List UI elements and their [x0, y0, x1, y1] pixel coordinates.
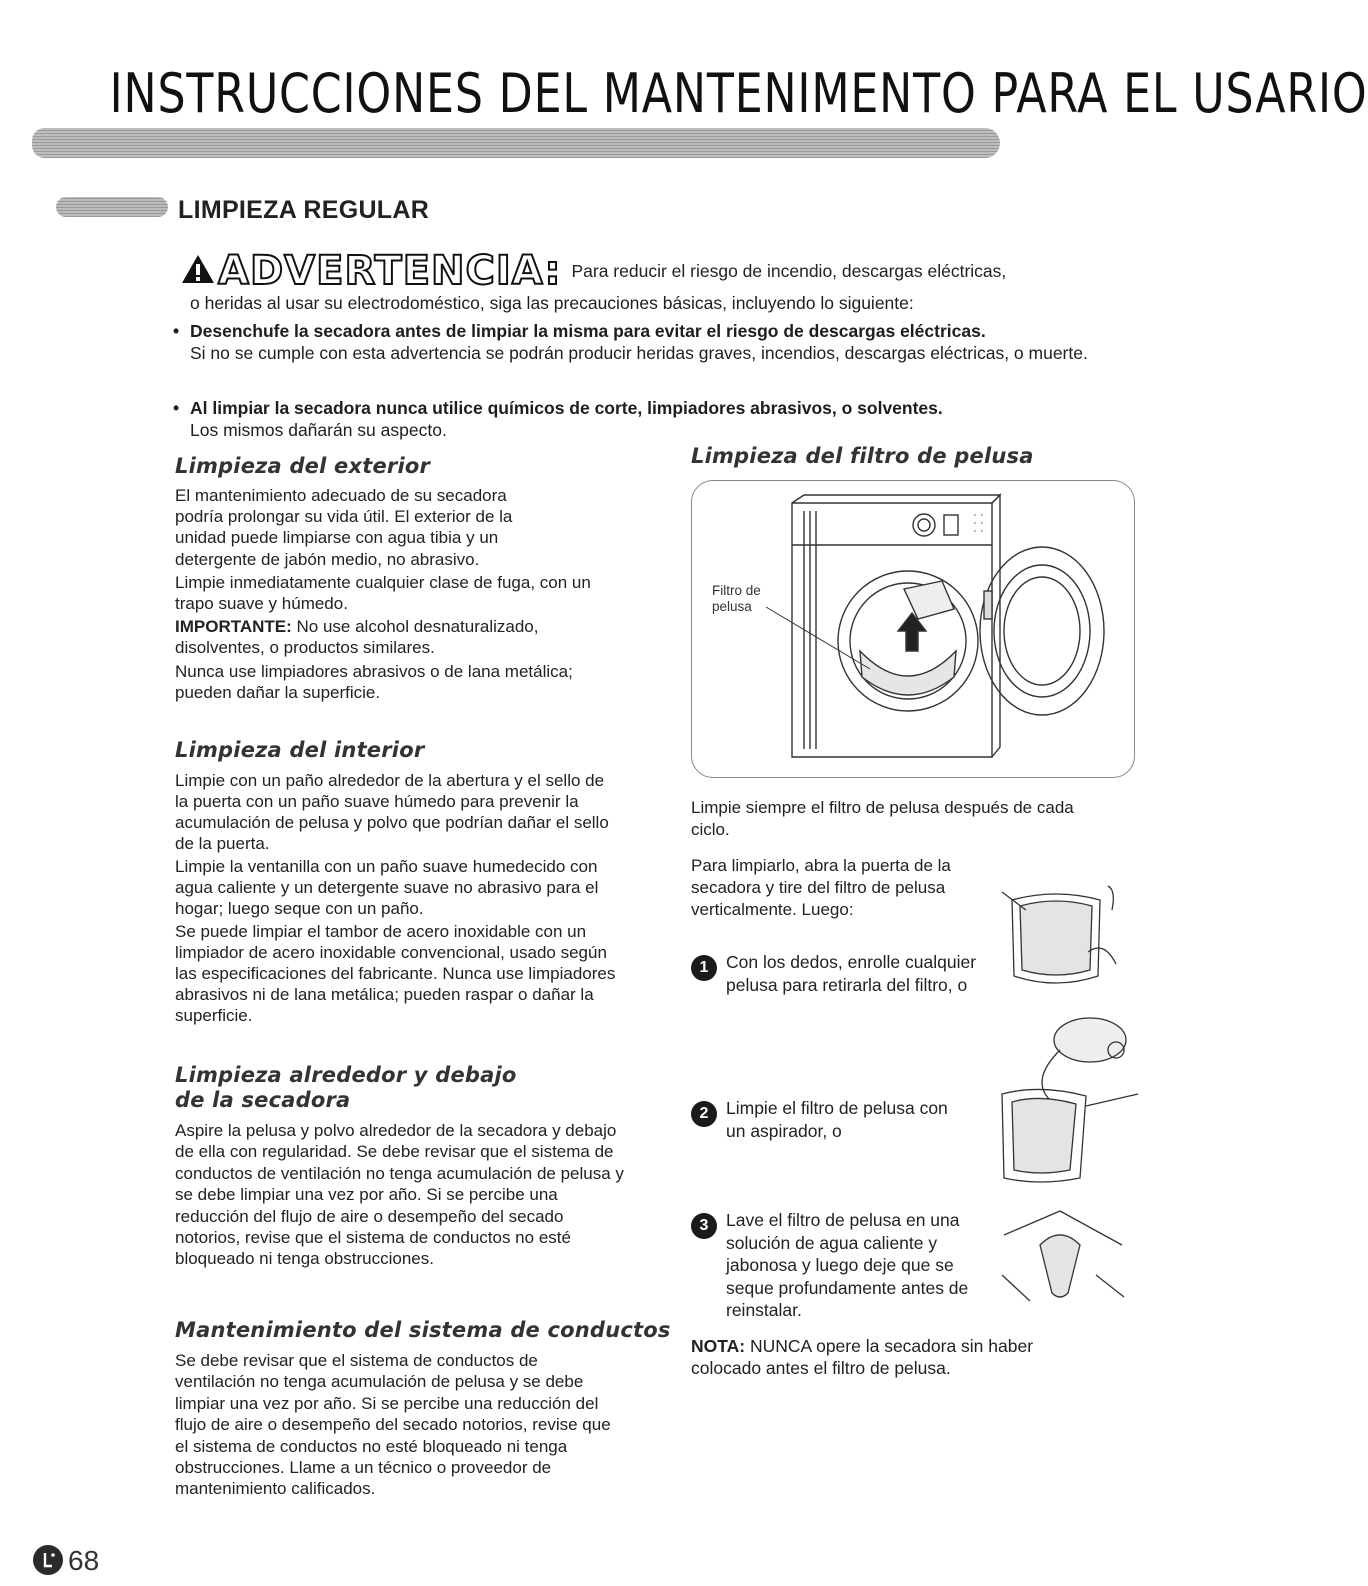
- warning-bullet-2-bold: Al limpiar la secadora nunca utilice químicos de corte, limpiadores abrasivos, o solventes.: [190, 398, 943, 418]
- exterior-p1: El mantenimiento adecuado de su secadora podría prolongar su vida útil. El exterior de la unidad puede limpiarse con agua tibia y un detergente de jabón medio, no abrasivo.: [175, 486, 513, 569]
- warning-header: [180, 248, 1006, 294]
- figure-label-line-2: pelusa: [712, 599, 752, 614]
- section-pill-decoration: [56, 197, 168, 217]
- around-p1: Aspire la pelusa y polvo alrededor de la secadora y debajo de ella con regularidad. Se debe revisar que el sistema de conductos de ventilación no tenga acumulación de pelusa y se debe limpiar una vez por año. Si se percibe una reducción del flujo de aire o desempeño del secado notorios, revise que el sistema de conductos no esté bloqueado ni tenga obstrucciones.: [175, 1121, 624, 1269]
- title-decoration-bar: [32, 128, 1000, 158]
- heading-ducts: Mantenimiento del sistema de conductos: [175, 1318, 671, 1342]
- step-2-text: Limpie el filtro de pelusa con un aspirador, o: [726, 1098, 948, 1141]
- warning-triangle-icon: [180, 253, 216, 290]
- exterior-p3-text: No use alcohol desnaturalizado, disolventes, o productos similares.: [175, 617, 539, 658]
- heading-around-2: de la secadora: [175, 1088, 351, 1112]
- dryer-figure: [691, 480, 1135, 778]
- step-3-text: Lave el filtro de pelusa en una solución de agua caliente y jabonosa y luego deje que se seque profundamente antes de reinstalar.: [726, 1210, 969, 1320]
- step-1-badge: 1: [691, 955, 717, 981]
- exterior-p2: Limpie inmediatamente cualquier clase de fuga, con un trapo suave y húmedo.: [175, 572, 591, 614]
- heading-around-1: Limpieza alrededor y debajo: [175, 1063, 517, 1087]
- important-label: IMPORTANTE:: [175, 617, 292, 637]
- warning-bullet-1: • Desenchufe la secadora antes de limpiar la misma para evitar el riesgo de descargas eléctricas. Si no se cumple con esta advertencia se podrán producir heridas graves, incendios, descargas eléctricas, o muerte.: [190, 320, 1120, 364]
- heading-lint-filter: Limpieza del filtro de pelusa: [691, 444, 1034, 468]
- section-title: LIMPIEZA REGULAR: [178, 196, 430, 224]
- dryer-illustration: [692, 481, 1134, 777]
- figure-label: [712, 583, 761, 615]
- interior-text: [175, 770, 620, 1026]
- step-2-badge: 2: [691, 1101, 717, 1127]
- interior-p1: Limpie con un paño alrededor de la abertura y el sello de la puerta con un paño suave húmedo para prevenir la acumulación de pelusa y polvo que podrían dañar el sello de la puerta.: [175, 771, 609, 853]
- heading-interior: Limpieza del interior: [175, 738, 425, 762]
- interior-p2: Limpie la ventanilla con un paño suave humedecido con agua caliente y un detergente suave no abrasivo para el hogar; luego seque con un paño.: [175, 857, 599, 918]
- note-text: NUNCA opere la secadora sin haber colocado antes el filtro de pelusa.: [691, 1336, 1034, 1378]
- warning-word: ADVERTENCIA:: [218, 248, 562, 294]
- lint-p2: Para limpiarlo, abra la puerta de la secadora y tire del filtro de pelusa verticalmente. Luego:: [691, 856, 951, 919]
- filter-wash-illustration: [1000, 1205, 1126, 1305]
- ducts-p1: Se debe revisar que el sistema de conductos de ventilación no tenga acumulación de pelusa y se debe limpiar una vez por año. Si se percibe una reducción del flujo de aire o desempeño del secado notorios, revise que el sistema de conductos no esté bloqueado ni tenga obstrucciones. Llame a un técnico o proveedor de mantenimiento calificados.: [175, 1351, 611, 1499]
- exterior-p3: [175, 616, 615, 658]
- page-number: 68: [68, 1545, 100, 1576]
- warning-line-1: Para reducir el riesgo de incendio, descargas eléctricas,: [571, 260, 1007, 281]
- warning-bullet-1-text: Si no se cumple con esta advertencia se podrán producir heridas graves, incendios, descargas eléctricas, o muerte.: [190, 343, 1088, 363]
- exterior-text: [175, 485, 615, 703]
- filter-vacuum-illustration: [990, 1010, 1140, 1190]
- warning-bullet-2-text: Los mismos dañarán su aspecto.: [190, 420, 447, 440]
- page-title: INSTRUCCIONES DEL MANTENIMENTO PARA EL USARIO: [109, 62, 1368, 125]
- note: [691, 1335, 1101, 1379]
- warning-bullet-1-bold: Desenchufe la secadora antes de limpiar la misma para evitar el riesgo de descargas eléctricas.: [190, 321, 986, 341]
- note-label: NOTA:: [691, 1336, 746, 1356]
- exterior-p4: Nunca use limpiadores abrasivos o de lana metálica; pueden dañar la superficie.: [175, 661, 573, 702]
- lg-logo-icon: [33, 1545, 63, 1575]
- heading-exterior: Limpieza del exterior: [175, 454, 431, 478]
- interior-p3: Se puede limpiar el tambor de acero inoxidable con un limpiador de acero inoxidable convencional, usado según las especificaciones del fabricante. Nunca use limpiadores abrasivos ni de lana metálica; pueden raspar o dañar la superficie.: [175, 922, 616, 1025]
- step-1-text: Con los dedos, enrolle cualquier pelusa para retirarla del filtro, o: [726, 952, 977, 995]
- warning-bullet-2: • Al limpiar la secadora nunca utilice químicos de corte, limpiadores abrasivos, o solventes. Los mismos dañarán su aspecto.: [190, 397, 1120, 441]
- filter-by-hand-illustration: [1000, 880, 1118, 996]
- warning-line-2: o heridas al usar su electrodoméstico, siga las precauciones básicas, incluyendo lo siguiente:: [190, 293, 914, 313]
- figure-label-line-1: Filtro de: [712, 583, 761, 598]
- step-3-badge: 3: [691, 1213, 717, 1239]
- lint-p1: Limpie siempre el filtro de pelusa después de cada ciclo.: [691, 798, 1074, 839]
